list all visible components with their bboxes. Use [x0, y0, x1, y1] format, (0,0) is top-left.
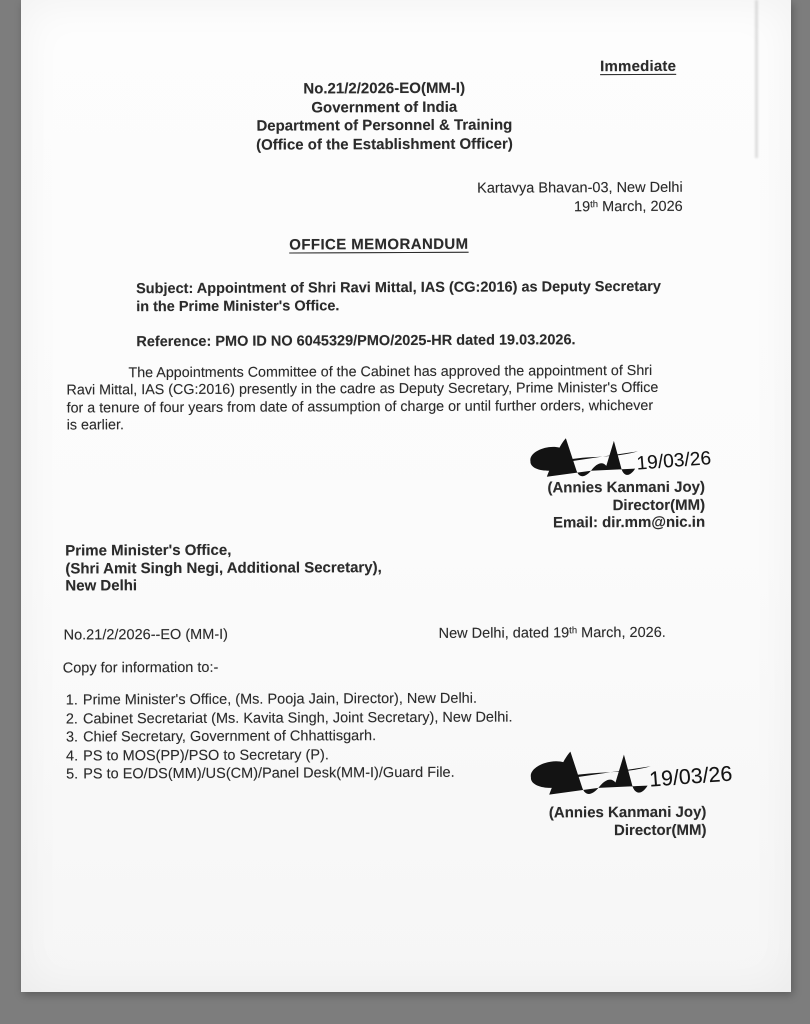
subject-line: Subject: Appointment of Shri Ravi Mittal, IAS (CG:2016) as Deputy Secretary in the Prime Minister's Office. — [136, 278, 661, 315]
addressee-officer: (Shri Amit Singh Negi, Additional Secretary), — [65, 558, 382, 578]
copy-distribution-list — [60, 690, 513, 785]
copy-heading: Copy for information to:- — [62, 659, 219, 677]
document-page — [21, 0, 791, 992]
file-number: No.21/2/2026-EO(MM-I) — [303, 79, 466, 98]
addressee-city: New Delhi — [65, 577, 138, 595]
org-department: Department of Personnel & Training — [256, 116, 513, 135]
place-line: Kartavya Bhavan-03, New Delhi — [477, 179, 683, 197]
addressee-office: Prime Minister's Office, — [65, 541, 232, 560]
signatory-block-top — [547, 479, 705, 532]
signatory-designation: Director(MM) — [613, 821, 707, 840]
list-item: 2. Cabinet Secretariat (Ms. Kavita Singh, Joint Secretary), New Delhi. — [82, 708, 513, 728]
list-item: 3. Chief Secretary, Government of Chhattisgarh. — [82, 727, 513, 747]
list-item: 5. PS to EO/DS(MM)/US(CM)/Panel Desk(MM-I)/Guard File. — [82, 764, 513, 784]
signature-ink-bottom — [520, 748, 734, 805]
signatory-email: Email: dir.mm@nic.in — [552, 513, 706, 532]
second-date-line: New Delhi, dated 19th March, 2026. — [438, 624, 666, 642]
second-file-number: No.21/2/2026--EO (MM-I) — [63, 626, 229, 644]
signatory-block-bottom — [549, 804, 707, 841]
org-office: (Office of the Establishment Officer) — [256, 135, 513, 154]
signatory-name: (Annies Kanmani Joy) — [547, 478, 706, 497]
list-item: 1. Prime Minister's Office, (Ms. Pooja Jain, Director), New Delhi. — [82, 690, 513, 710]
date-line: 19th March, 2026 — [573, 198, 683, 216]
signatory-designation: Director(MM) — [612, 496, 706, 514]
reference-line: Reference: PMO ID NO 6045329/PMO/2025-HR dated 19.03.2026. — [136, 332, 576, 351]
letterhead — [0, 78, 770, 155]
addressee-block — [65, 541, 382, 595]
body-paragraph: The Appointments Committee of the Cabinet has approved the appointment of Shri Ravi Mittal, IAS (CG:2016) presently in the cadre as Deputy Secretary, Prime Minister's Office for a tenure of four years from date of assumption of charge or until further orders, whichever is earlier. — [66, 362, 659, 434]
signatory-name: (Annies Kanmani Joy) — [548, 803, 707, 822]
memo-title: OFFICE MEMORANDUM — [289, 235, 469, 254]
list-item: 4. PS to MOS(PP)/PSO to Secretary (P). — [82, 745, 513, 765]
place-date-block — [477, 179, 683, 219]
urgency-label: Immediate — [600, 57, 677, 76]
org-government: Government of India — [311, 98, 458, 116]
